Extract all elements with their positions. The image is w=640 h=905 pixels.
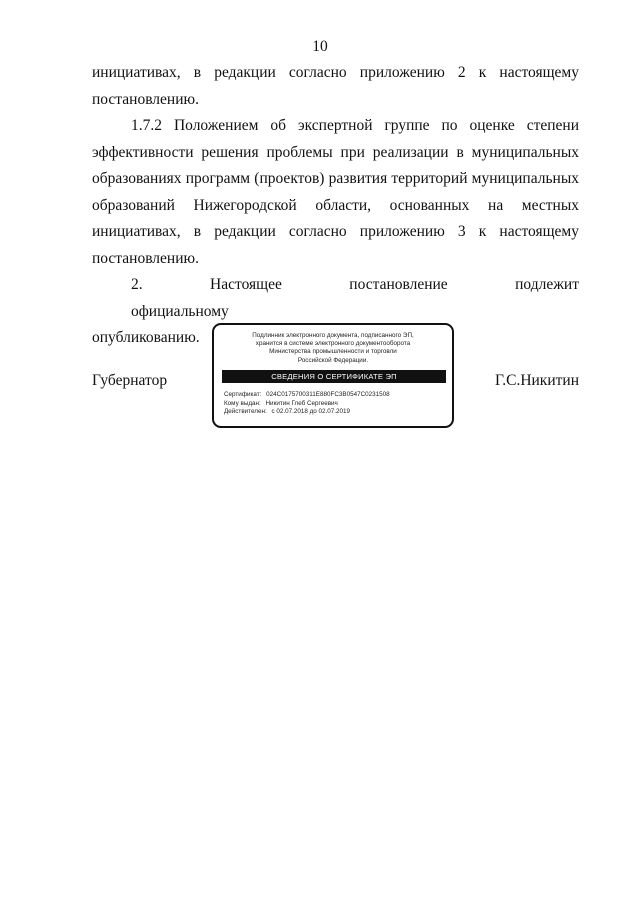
paragraph-2 [92,113,579,272]
certificate-row [224,391,390,400]
signatory-title: Губернатор [92,372,168,389]
stamp-details [224,391,390,417]
paragraph-line: образований Нижегородской области, основанных на местных [92,196,579,214]
stamp-note-line: Министерства промышленности и торговли [269,348,397,356]
certificate-value: 024C0175700311E880FC3B0547C0231508 [266,391,390,398]
stamp-note-line: Подлинник электронного документа, подписанного ЭП, [252,332,414,339]
validity-row [224,408,390,417]
issued-to-label: Кому выдан: [224,399,261,407]
paragraph-line: 1.7.2 Положением об экспертной группе по оценке степени [131,117,579,134]
validity-value: с 02.07.2018 до 02.07.2019 [271,408,351,416]
page-number: 10 [312,38,328,55]
issued-to-row [224,400,390,409]
paragraph-line: опубликованию. [92,329,200,346]
paragraph-1 [92,60,579,113]
signatory-name: Г.С.Никитин [495,372,579,389]
stamp-header: СВЕДЕНИЯ О СЕРТИФИКАТЕ ЭП [222,370,446,383]
paragraph-line: постановлению. [92,249,199,267]
paragraph-line: 2. Настоящее постановление подлежит официальному [131,276,579,320]
paragraph-line: постановлению. [92,90,199,108]
stamp-note-line: хранится в системе электронного документооборота [255,340,411,348]
stamp-note-line: Российской Федерации. [297,356,369,364]
document-body [92,60,579,352]
certificate-label: Сертификат: [224,391,262,398]
stamp-note [214,332,452,365]
paragraph-line: инициативах, в редакции согласно приложению 3 к настоящему [92,223,579,240]
validity-label: Действителен: [224,408,267,416]
paragraph-line: эффективности решения проблемы при реализации в муниципальных [92,143,579,161]
paragraph-line: образованиях программ (проектов) развития территорий муниципальных [92,170,579,187]
issued-to-value: Никитин Глеб Сергеевич [265,399,338,407]
paragraph-line: инициативах, в редакции согласно приложению 2 к настоящему [92,64,579,81]
electronic-signature-stamp [212,323,454,428]
